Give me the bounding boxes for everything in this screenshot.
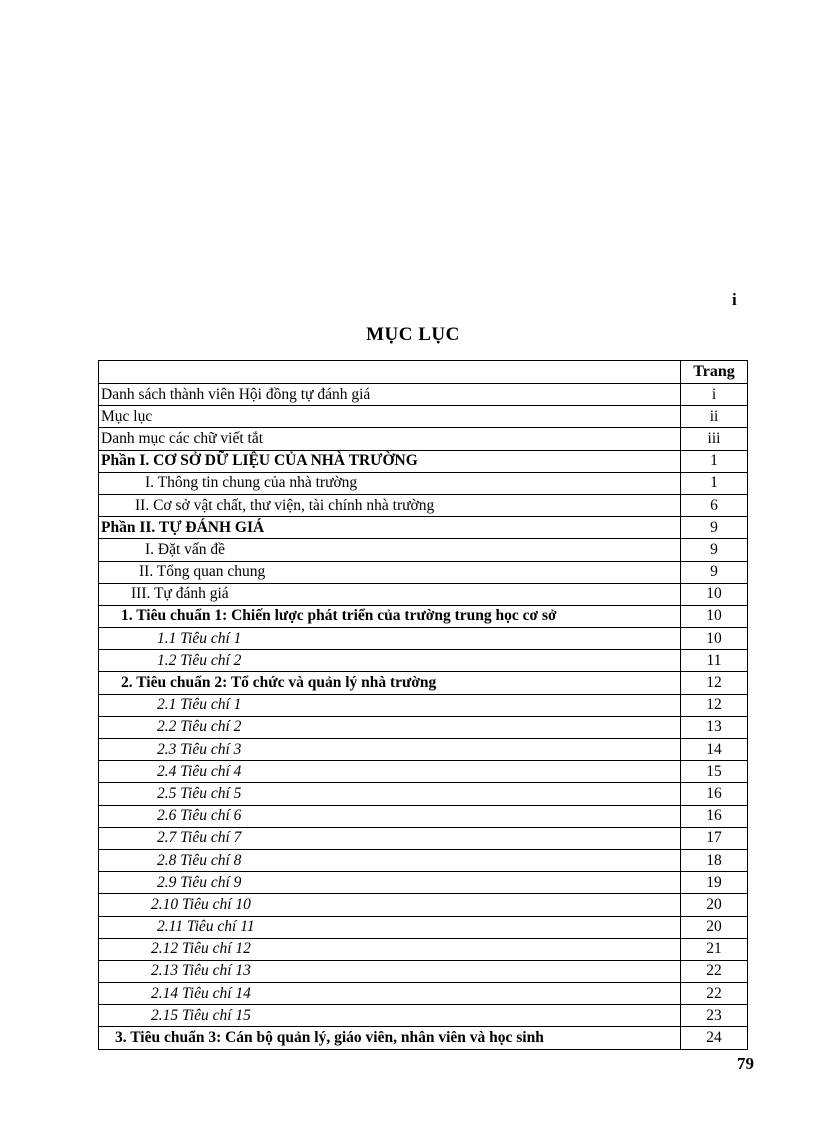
toc-entry-text: Mục lục <box>99 406 681 428</box>
toc-row <box>99 872 748 894</box>
toc-entry-page: 12 <box>681 672 748 694</box>
toc-entry-page: 10 <box>681 583 748 605</box>
toc-row <box>99 761 748 783</box>
toc-row <box>99 472 748 494</box>
toc-row <box>99 849 748 871</box>
toc-entry-page: 11 <box>681 650 748 672</box>
toc-entry-page: 23 <box>681 1005 748 1027</box>
toc-row <box>99 894 748 916</box>
toc-row <box>99 517 748 539</box>
toc-row <box>99 783 748 805</box>
toc-entry-text: 1.2 Tiêu chí 2 <box>99 650 681 672</box>
toc-row <box>99 960 748 982</box>
toc-entry-text: 2. Tiêu chuẩn 2: Tổ chức và quản lý nhà trường <box>99 672 681 694</box>
toc-entry-page: 16 <box>681 783 748 805</box>
toc-row <box>99 805 748 827</box>
toc-entry-page: 19 <box>681 872 748 894</box>
toc-row <box>99 494 748 516</box>
toc-entry-text: Phần II. TỰ ĐÁNH GIÁ <box>99 517 681 539</box>
toc-row <box>99 605 748 627</box>
toc-entry-text: Danh sách thành viên Hội đồng tự đánh giá <box>99 384 681 406</box>
toc-header-row <box>99 361 748 384</box>
toc-row <box>99 739 748 761</box>
toc-row <box>99 650 748 672</box>
toc-entry-page: ii <box>681 406 748 428</box>
toc-entry-page: 9 <box>681 539 748 561</box>
toc-header-page: Trang <box>681 361 748 384</box>
toc-header-blank <box>99 361 681 384</box>
toc-entry-text: II. Cơ sở vật chất, thư viện, tài chính nhà trường <box>99 494 681 516</box>
toc-entry-page: 14 <box>681 739 748 761</box>
toc-entry-text: 2.7 Tiêu chí 7 <box>99 827 681 849</box>
toc-row <box>99 1027 748 1049</box>
toc-row <box>99 672 748 694</box>
toc-entry-text: I. Thông tin chung của nhà trường <box>99 472 681 494</box>
toc-entry-text: Danh mục các chữ viết tắt <box>99 428 681 450</box>
toc-entry-text: 3. Tiêu chuẩn 3: Cán bộ quản lý, giáo viên, nhân viên và học sinh <box>99 1027 681 1049</box>
toc-entry-page: 10 <box>681 628 748 650</box>
toc-entry-page: 20 <box>681 916 748 938</box>
toc-row <box>99 561 748 583</box>
toc-body <box>99 361 748 1050</box>
toc-entry-text: 2.8 Tiêu chí 8 <box>99 849 681 871</box>
toc-row <box>99 539 748 561</box>
toc-entry-text: 2.12 Tiêu chí 12 <box>99 938 681 960</box>
toc-entry-page: 10 <box>681 605 748 627</box>
toc-entry-text: 2.10 Tiêu chí 10 <box>99 894 681 916</box>
toc-entry-text: II. Tổng quan chung <box>99 561 681 583</box>
toc-entry-page: iii <box>681 428 748 450</box>
page-number: 79 <box>737 1054 754 1073</box>
toc-entry-page: i <box>681 384 748 406</box>
toc-entry-page: 21 <box>681 938 748 960</box>
toc-entry-page: 16 <box>681 805 748 827</box>
toc-table <box>98 360 748 1050</box>
toc-entry-page: 1 <box>681 472 748 494</box>
toc-row <box>99 406 748 428</box>
toc-entry-text: 2.14 Tiêu chí 14 <box>99 983 681 1005</box>
toc-entry-text: 1. Tiêu chuẩn 1: Chiến lược phát triển của trường trung học cơ sở <box>99 605 681 627</box>
toc-entry-text: III. Tự đánh giá <box>99 583 681 605</box>
toc-entry-page: 6 <box>681 494 748 516</box>
roman-page-number: i <box>732 290 737 309</box>
toc-entry-text: 2.15 Tiêu chí 15 <box>99 1005 681 1027</box>
toc-entry-text: 1.1 Tiêu chí 1 <box>99 628 681 650</box>
toc-row <box>99 916 748 938</box>
toc-row <box>99 583 748 605</box>
toc-entry-page: 18 <box>681 849 748 871</box>
toc-entry-text: 2.4 Tiêu chí 4 <box>99 761 681 783</box>
toc-row <box>99 450 748 472</box>
toc-row <box>99 628 748 650</box>
toc-entry-page: 15 <box>681 761 748 783</box>
toc-entry-text: 2.2 Tiêu chí 2 <box>99 716 681 738</box>
toc-entry-text: 2.6 Tiêu chí 6 <box>99 805 681 827</box>
toc-row <box>99 694 748 716</box>
toc-row <box>99 827 748 849</box>
toc-entry-text: 2.1 Tiêu chí 1 <box>99 694 681 716</box>
toc-entry-text: 2.9 Tiêu chí 9 <box>99 872 681 894</box>
toc-entry-page: 12 <box>681 694 748 716</box>
toc-entry-text: Phần I. CƠ SỞ DỮ LIỆU CỦA NHÀ TRƯỜNG <box>99 450 681 472</box>
toc-row <box>99 384 748 406</box>
toc-entry-text: I. Đặt vấn đề <box>99 539 681 561</box>
toc-entry-page: 9 <box>681 517 748 539</box>
toc-entry-page: 13 <box>681 716 748 738</box>
toc-row <box>99 938 748 960</box>
toc-entry-page: 22 <box>681 960 748 982</box>
toc-entry-page: 22 <box>681 983 748 1005</box>
toc-entry-page: 9 <box>681 561 748 583</box>
toc-row <box>99 1005 748 1027</box>
toc-row <box>99 428 748 450</box>
toc-entry-text: 2.13 Tiêu chí 13 <box>99 960 681 982</box>
toc-entry-page: 24 <box>681 1027 748 1049</box>
toc-row <box>99 983 748 1005</box>
toc-entry-page: 17 <box>681 827 748 849</box>
toc-entry-text: 2.11 Tiêu chí 11 <box>99 916 681 938</box>
toc-entry-text: 2.5 Tiêu chí 5 <box>99 783 681 805</box>
toc-entry-text: 2.3 Tiêu chí 3 <box>99 739 681 761</box>
toc-row <box>99 716 748 738</box>
toc-entry-page: 1 <box>681 450 748 472</box>
page-title: MỤC LỤC <box>366 324 460 345</box>
toc-entry-page: 20 <box>681 894 748 916</box>
